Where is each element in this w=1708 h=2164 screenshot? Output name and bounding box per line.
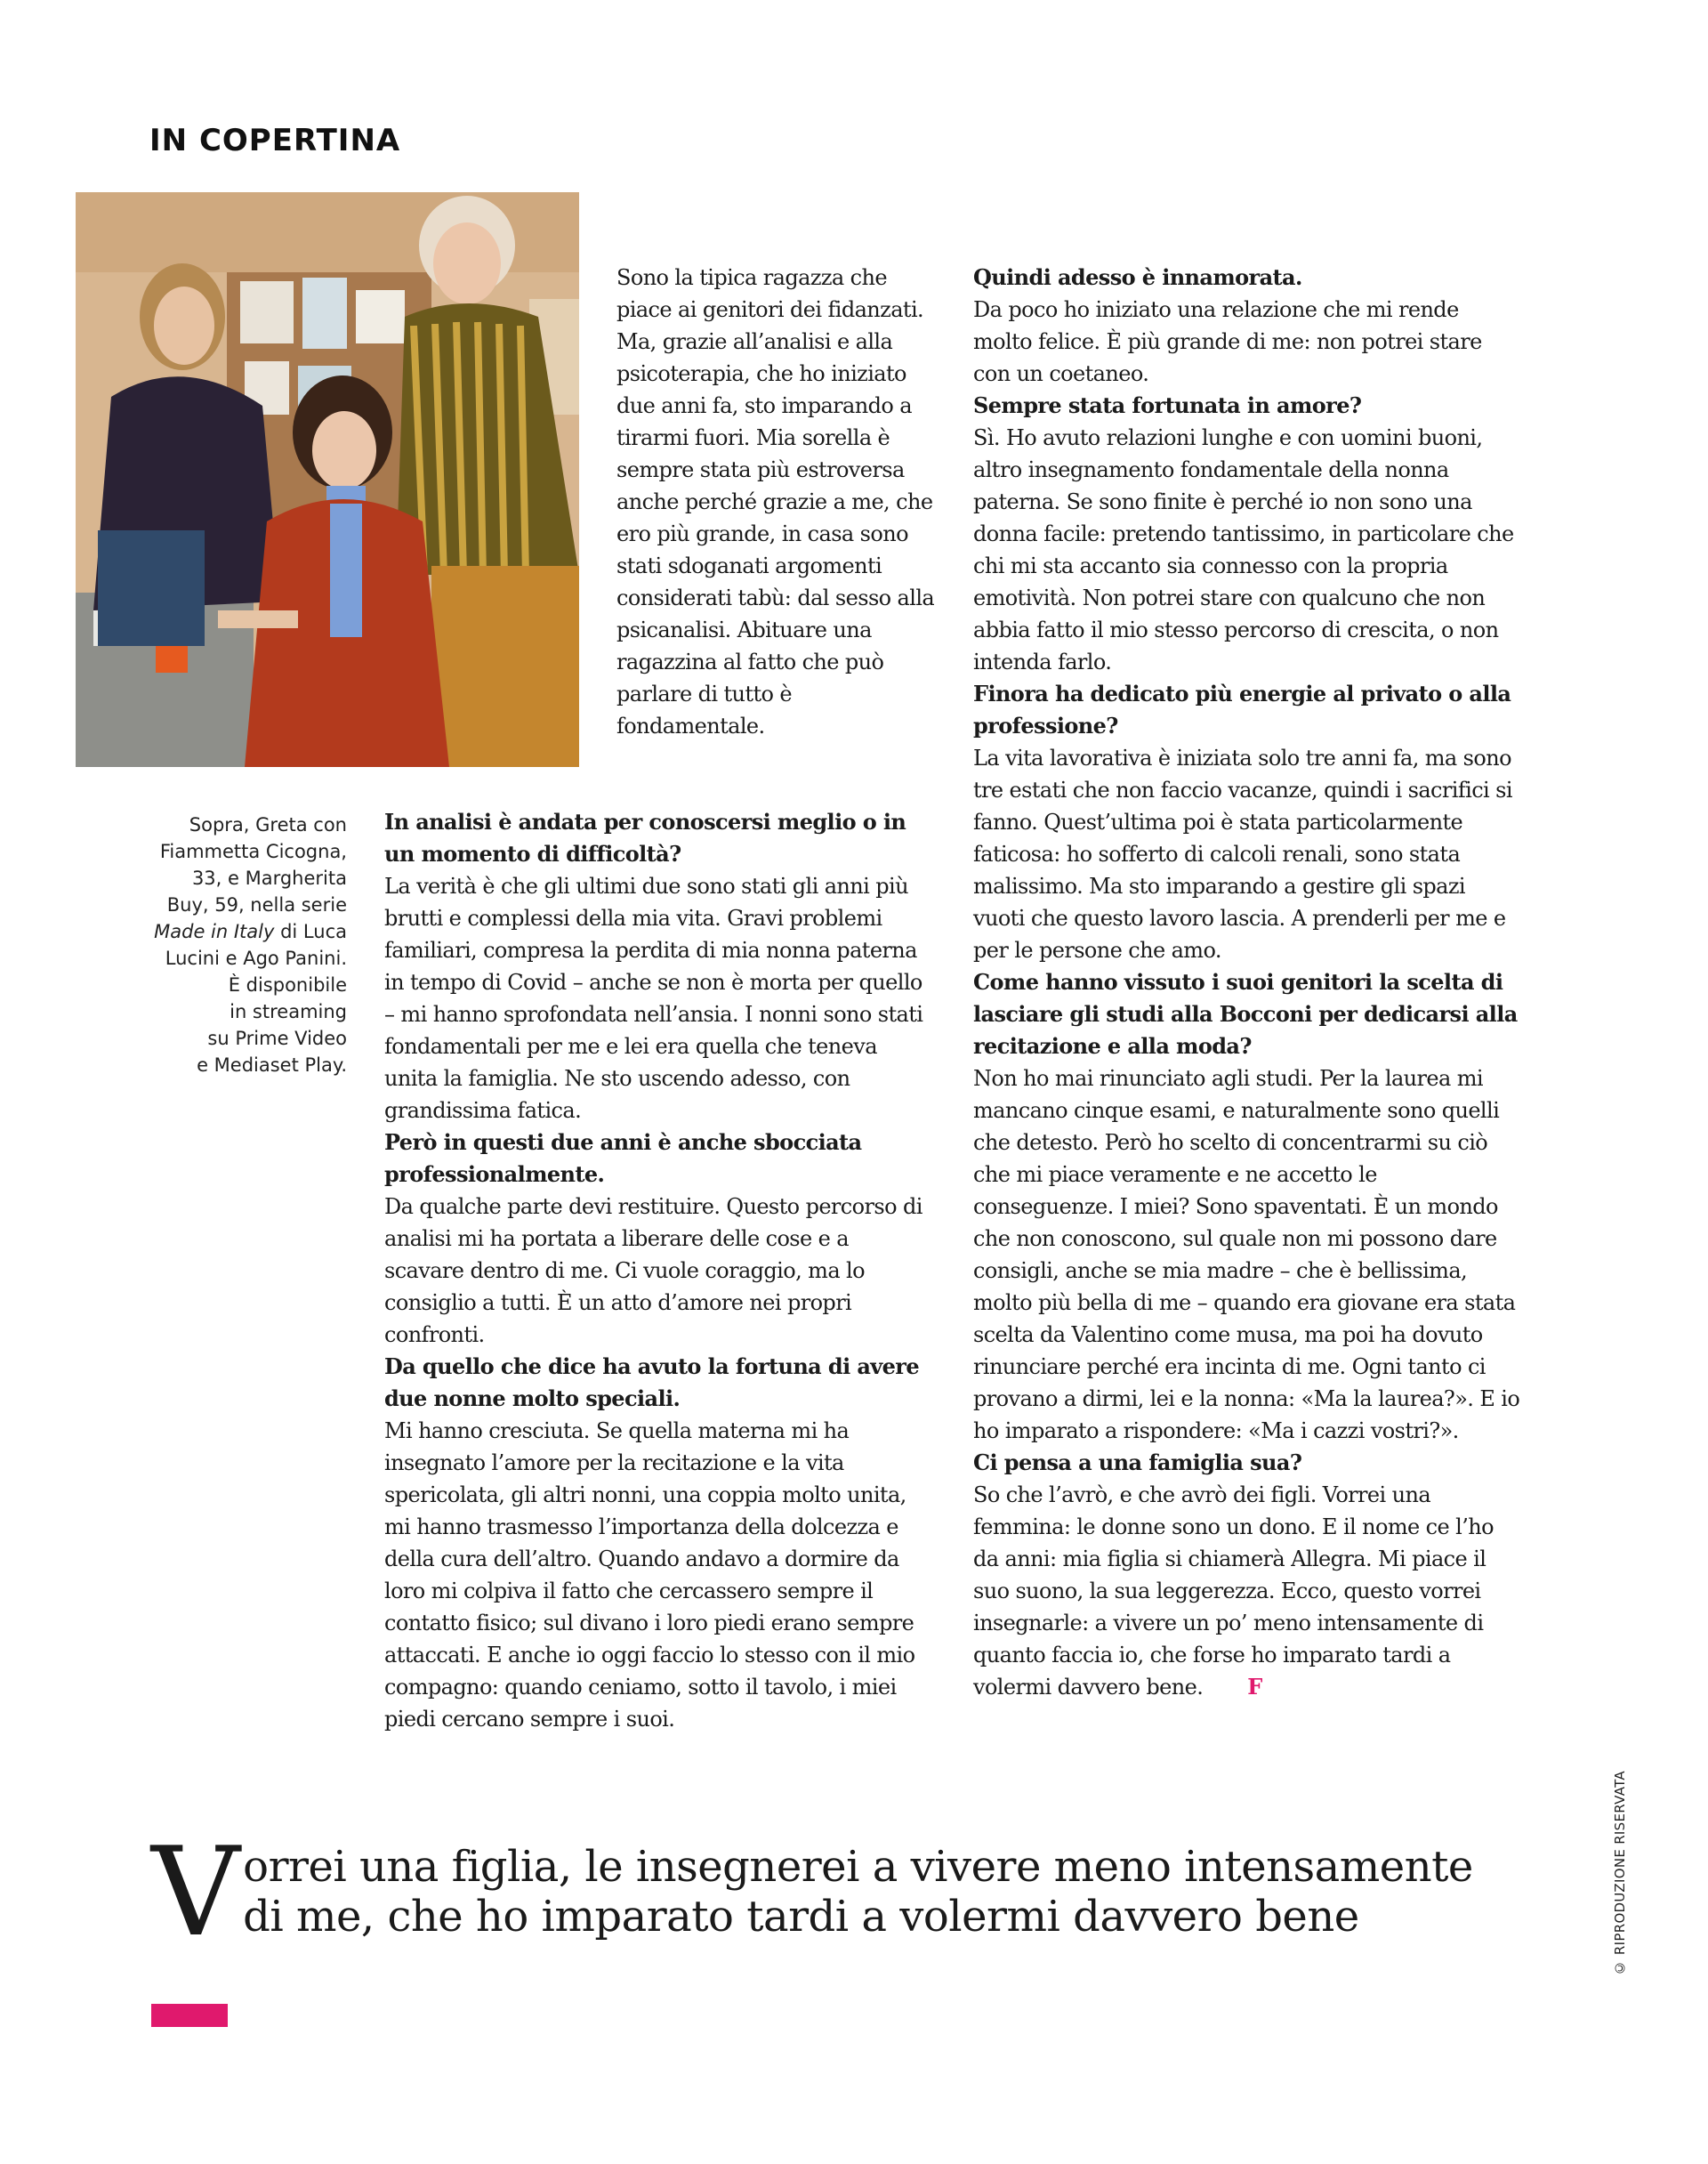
interview-answer: La vita lavorativa è iniziata solo tre anni fa, ma sono tre estati che non faccio vacanze, quindi i sacrifici si fanno. Quest’ultima poi è stata particolarmente faticosa: ho sofferto di calcoli renali, sono stata malissimo. Ma sto imparando a gestire gli spazi vuoti che questo lavoro lascia. A prenderli per me e per le persone che amo. — [973, 746, 1512, 963]
right-column — [973, 262, 1521, 1703]
interview-question: Però in questi due anni è anche sbocciata professionalmente. — [384, 1129, 862, 1187]
caption-line: Sopra, Greta con — [189, 814, 347, 836]
interview-answer: Non ho mai rinunciato agli studi. Per la laurea mi mancano cinque esami, e naturalmente sono quelli che detesto. Però ho scelto di concentrarmi su ciò che mi piace veramente e ne accetto le conseguenze. I miei? Sono spaventati. È un mondo che non conoscono, sul quale non mi possono dare consigli, anche se mia madre – che è bellissima, molto più bella di me – quando era giovane era stata scelta da Valentino come musa, ma poi ha dovuto rinunciare perché era incinta di me. Ogni tanto ci provano a dirmi, lei e la nonna: «Ma la laurea?». E io ho imparato a rispondere: «Ma i cazzi vostri?». — [973, 1066, 1520, 1443]
caption-line: È disponibile — [228, 974, 347, 996]
caption-series-title: Made in Italy — [154, 921, 275, 942]
photo-caption — [133, 812, 347, 1078]
interview-question: In analisi è andata per conoscersi meglio o in un momento di difficoltà? — [384, 809, 906, 867]
interview-question: Come hanno vissuto i suoi genitori la scelta di lasciare gli studi alla Bocconi per dedicarsi alla recitazione e alla moda? — [973, 969, 1518, 1059]
caption-line: e Mediaset Play. — [197, 1054, 347, 1076]
interview-answer-text: So che l’avrò, e che avrò dei figli. Vorrei una femmina: le donne sono un dono. E il nome ce l’ho da anni: mia figlia si chiamerà Allegra. Mi piace il suo suono, la sua leggerezza. Ecco, questo vorrei insegnarle: a vivere un po’ meno intensamente di quanto faccia io, che forse ho imparato tardi a volermi davvero bene. — [973, 1482, 1494, 1700]
interview-question: Sempre stata fortunata in amore? — [973, 392, 1362, 418]
interview-answer: La verità è che gli ultimi due sono stati gli anni più brutti e complessi della mia vita. Gravi problemi familiari, compresa la perdita di mia nonna paterna in tempo di Covid – anche se non è morta per quello – mi hanno sprofondata nell’ansia. I nonni sono stati fondamentali per me e lei era quella che teneva unita la famiglia. Ne sto uscendo adesso, con grandissima fatica. — [384, 874, 923, 1123]
cover-photo-illustration — [76, 192, 579, 767]
interview-answer: Sì. Ho avuto relazioni lunghe e con uomini buoni, altro insegnamento fondamentale della nonna paterna. Se sono finite è perché io non sono una donna facile: pretendo tantissimo, in particolare che chi mi sta accanto sia connesso con la propria emotività. Non potrei stare con qualcuno che non abbia fatto il mio stesso percorso di crescita, o non intenda farlo. — [973, 425, 1514, 674]
caption-line: 33, e Margherita — [191, 868, 347, 889]
middle-column — [384, 806, 932, 1735]
caption-line: in streaming — [230, 1001, 347, 1022]
caption-line: Buy, 59, nella serie — [166, 894, 347, 916]
section-label: IN COPERTINA — [149, 123, 401, 158]
pull-quote-line: orrei una figlia, le insegnerei a vivere meno intensamente — [243, 1842, 1473, 1892]
interview-answer-last — [973, 1479, 1521, 1703]
interview-question: Finora ha dedicato più energie al privato o alla professione? — [973, 681, 1511, 739]
caption-series-author: di Luca — [274, 921, 347, 942]
interview-answer: Da qualche parte devi restituire. Questo percorso di analisi mi ha portata a liberare delle cose e a scavare dentro di me. Ci vuole coraggio, ma lo consiglio a tutti. È un atto d’amore nei propri confronti. — [384, 1194, 922, 1347]
caption-line: Fiammetta Cicogna, — [159, 841, 347, 862]
interview-question: Da quello che dice ha avuto la fortuna di avere due nonne molto speciali. — [384, 1353, 920, 1411]
interview-answer: Mi hanno cresciuta. Se quella materna mi ha insegnato l’amore per la recitazione e la vita spericolata, gli altri nonni, una coppia molto unita, mi hanno trasmesso l’importanza della dolcezza e della cura dell’altro. Quando andavo a dormire da loro mi colpiva il fatto che cercassero sempre il contatto fisico; sul divano i loro piedi erano sempre attaccati. E anche io oggi faccio lo stesso con il mio compagno: quando ceniamo, sotto il tavolo, i miei piedi cercano sempre i suoi. — [384, 1418, 915, 1732]
caption-line: su Prime Video — [207, 1028, 347, 1049]
intro-paragraph — [616, 262, 937, 742]
intro-text: Sono la tipica ragazza che piace ai genitori dei fidanzati. Ma, grazie all’analisi e alla psicoterapia, che ho iniziato due anni fa, sto imparando a tirarmi fuori. Mia sorella è sempre stata più estroversa anche perché grazie a me, che ero più grande, in casa sono stati sdoganati argomenti considerati tabù: dal sesso alla psicanalisi. Abituare una ragazzina al fatto che può parlare di tutto è fondamentale. — [616, 265, 935, 739]
copyright-notice: © RIPRODUZIONE RISERVATA — [1612, 1771, 1628, 1976]
interview-question: Ci pensa a una famiglia sua? — [973, 1449, 1302, 1475]
pull-quote-dropcap: V — [151, 1821, 240, 1964]
cover-photo — [76, 192, 579, 767]
pull-quote-line: di me, che ho imparato tardi a volermi davvero bene — [243, 1892, 1359, 1942]
end-mark-icon: F — [1247, 1674, 1262, 1700]
accent-bar — [151, 2004, 228, 2027]
pull-quote — [151, 1821, 1539, 1964]
caption-line: Lucini e Ago Panini. — [165, 948, 347, 969]
interview-question: Quindi adesso è innamorata. — [973, 264, 1302, 290]
interview-answer: Da poco ho iniziato una relazione che mi rende molto felice. È più grande di me: non potrei stare con un coetaneo. — [973, 297, 1482, 386]
caption-line — [133, 918, 347, 945]
